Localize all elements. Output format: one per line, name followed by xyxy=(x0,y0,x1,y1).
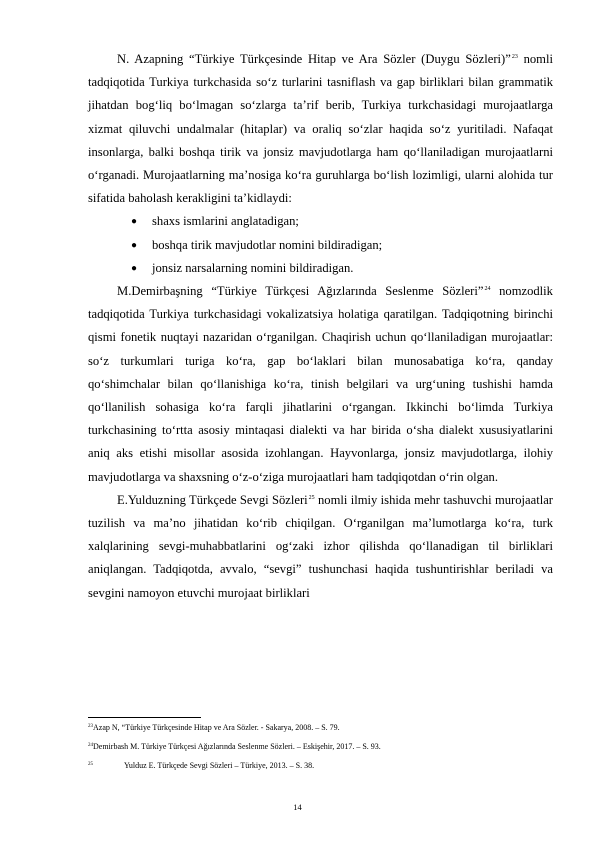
paragraph-azap xyxy=(88,48,553,210)
footnote-ref-25[interactable]: 25 xyxy=(308,494,315,501)
list-item-text: shaxs ismlarini anglatadigan; xyxy=(152,214,299,229)
footnote-divider xyxy=(88,717,201,718)
bullet-icon: ● xyxy=(131,262,138,274)
footnotes xyxy=(88,722,558,779)
paragraph-text: M.Demirbaşning “Türkiye Türkçesi Ağızlarında Seslenme Sözleri” xyxy=(117,284,484,299)
footnote-number: 23 xyxy=(88,724,93,729)
footnote-ref-24[interactable]: 24 xyxy=(484,286,491,293)
bullet-icon: ● xyxy=(131,239,138,251)
paragraph-text: E.Yulduzning Türkçede Sevgi Sözleri xyxy=(117,492,308,507)
footnote-24 xyxy=(88,741,558,752)
list-item-text: boshqa tirik mavjudotlar nomini bildiradigan; xyxy=(152,237,383,252)
footnote-text: Demirbash M. Türkiye Türkçesi Ağızlarında Seslenme Sözleri. – Eskişehir, 2017. – S. 93. xyxy=(93,742,381,751)
footnote-25: $^{25}$ Yulduz E. Türkçede Sevgi Sözleri – Türkiye, 2013. – S. 38. xyxy=(88,761,315,770)
paragraph-text: N. Azapning “Türkiye Türkçesinde Hitap ve Ara Sözler (Duygu Sözleri)” xyxy=(117,52,511,66)
footnote-text: Azap N, “Türkiye Türkçesinde Hitap ve Ara Sözler. - Sakarya, 2008. – S. 79. xyxy=(93,723,340,732)
footnote-text: Yulduz E. Türkçede Sevgi Sözleri – Türkiye, 2013. – S. 38. xyxy=(124,761,315,770)
paragraph-text: nomli ilmiy ishida mehr tashuvchi murojaatlar tuzilish va ma’no jihatidan ko‘rib chiqilgan. O‘rganilgan ma’lumotlarga ko‘ra, turk xalqlarining sevgi-muhabbatlarini og‘zaki izhor qilishda qo‘llanadigan til birliklari aniqlangan. Tadqiqotda, avvalo, “sevgi” tushunchasi haqida tushuntirishlar beriladi va sevgini namoyon etuvchi murojaat birliklari xyxy=(88,492,553,600)
list-item xyxy=(131,234,553,257)
paragraph-yulduz xyxy=(88,489,553,605)
footnote-ref-23[interactable]: 23 xyxy=(511,54,518,60)
bullet-icon: ● xyxy=(131,216,138,228)
list-item-text: jonsiz narsalarning nomini bildiradigan. xyxy=(152,260,354,275)
paragraph-text: nomzodlik tadqiqotida Turkiya turkchasidagi vokalizatsiya holatiga qaratilgan. Tadqiqotning birinchi qismi fonetik nuqtayi nazaridan o‘rganilgan. Chaqirish uchun qo‘llaniladigan murojaatlar: so‘z turkumlari turiga ko‘ra, gap bo‘laklari bilan munosabatiga ko‘ra, qanday qo‘shimchalar bilan qo‘llanishiga ko‘ra, tinish belgilari va urg‘uning tushishi hamda qo‘llanilish sohasiga ko‘ra farqli jihatlarini o‘rgangan. Ikkinchi bo‘limda Turkiya turkchasining to‘rtta asosiy mintaqasi dialekti va har birida o‘sha dialekt xususiyatlarini aniq aks etishi misollar asosida izohlangan. Hayvonlarga, jonsiz mavjudotlarga, ilohiy mavjudotlarga va shaxsning o‘z-o‘ziga murojaatlari ham tadqiqotdan o‘rin olgan. xyxy=(88,284,553,484)
list-item xyxy=(131,210,553,233)
footnote-23 xyxy=(88,722,558,733)
footnote-number: 24 xyxy=(88,743,93,748)
list-item xyxy=(131,257,553,280)
paragraph-text: nomli tadqiqotida Turkiya turkchasida soʻz turlarini tasniflash va gap birliklari bilan grammatik jihatdan bogʻliq boʻlmagan soʻzlarga ta’rif berib, Turkiya turkchasidagi murojaatlarga xizmat qiluvchi undalmalar (hitaplar) va oraliq so‘zlar haqida so‘z yuritiladi. Nafaqat insonlarga, balki boshqa tirik va jonsiz mavjudotlarga ham qo‘llaniladigan murojaatlarni o‘rganadi. Murojaatlarning ma’nosiga ko‘ra guruhlarga bo‘lish lozimligi, ularni alohida tur sifatida baholash kerakligini ta’kidlaydi: xyxy=(88,52,553,206)
bullet-list xyxy=(88,210,553,280)
body-text xyxy=(88,48,553,605)
paragraph-demirbas xyxy=(88,280,553,489)
page-number: 14 xyxy=(293,802,302,812)
